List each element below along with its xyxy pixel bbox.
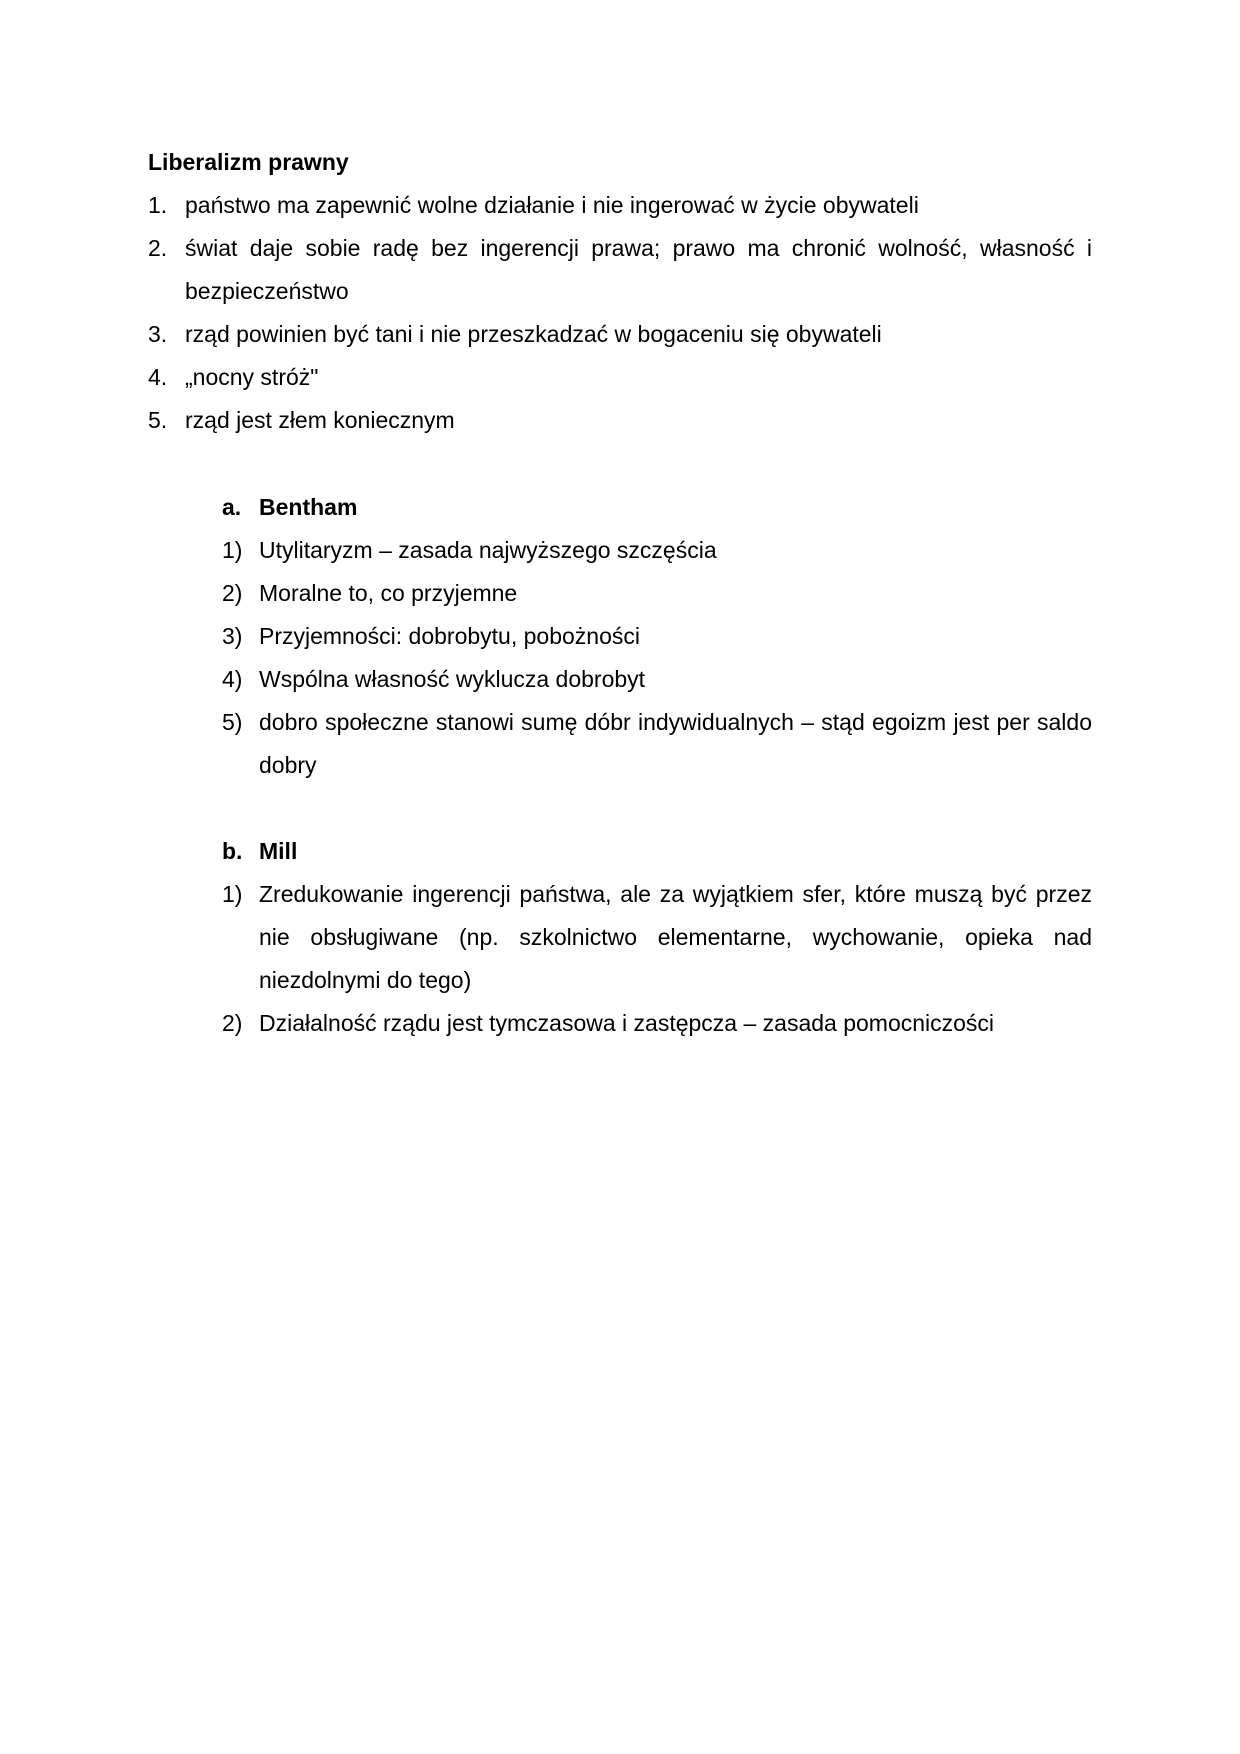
list-item: [222, 873, 1092, 1002]
section-heading-bentham: [222, 486, 357, 529]
list-item-text: Moralne to, co przyjemne: [259, 580, 518, 606]
list-item: [222, 572, 1092, 615]
list-item-text: rząd powinien być tani i nie przeszkadzać w bogaceniu się obywateli: [185, 321, 882, 347]
list-item-number: 2): [222, 580, 243, 606]
section-letter: b.: [222, 838, 243, 864]
section-heading-text: Mill: [259, 838, 298, 864]
list-item: [222, 615, 1092, 658]
list-item: [222, 1002, 1092, 1045]
list-item-number: 1): [222, 537, 243, 563]
list-item: [148, 356, 1092, 399]
list-item-number: 3): [222, 623, 243, 649]
list-item-number: 4.: [148, 364, 168, 390]
list-item-number: 1.: [148, 192, 168, 218]
list-item-number: 1): [222, 881, 243, 907]
list-item-text: Przyjemności: dobrobytu, pobożności: [259, 623, 640, 649]
list-item-text: rząd jest złem koniecznym: [185, 407, 455, 433]
list-item-text: państwo ma zapewnić wolne działanie i nie ingerować w życie obywateli: [185, 192, 919, 218]
list-item: [148, 399, 1092, 442]
list-item-number: 2): [222, 1010, 243, 1036]
list-item-number: 5.: [148, 407, 168, 433]
list-item-text: dobro społeczne stanowi sumę dóbr indywidualnych – stąd egoizm jest per saldo dobry: [259, 709, 1092, 778]
list-item: [148, 184, 1092, 227]
document-title: Liberalizm prawny: [148, 149, 349, 175]
list-item-text: „nocny stróż": [185, 364, 319, 390]
list-item-number: 5): [222, 709, 243, 735]
list-item: [222, 529, 1092, 572]
main-list: [148, 184, 1092, 442]
list-item-number: 3.: [148, 321, 168, 347]
list-item-number: 4): [222, 666, 243, 692]
list-item-text: świat daje sobie radę bez ingerencji prawa; prawo ma chronić wolność, własność i bezpieczeństwo: [185, 235, 1092, 304]
list-item-text: Działalność rządu jest tymczasowa i zastępcza – zasada pomocniczości: [259, 1010, 995, 1036]
list-item: [222, 658, 1092, 701]
mill-list: [222, 873, 1092, 1045]
list-item: [148, 313, 1092, 356]
list-item: [222, 701, 1092, 787]
section-letter: a.: [222, 494, 242, 520]
section-heading-mill: [222, 830, 297, 873]
list-item: [148, 227, 1092, 313]
section-heading-text: Bentham: [259, 494, 358, 520]
bentham-list: [222, 529, 1092, 787]
list-item-text: Zredukowanie ingerencji państwa, ale za wyjątkiem sfer, które muszą być przez nie obsługiwane (np. szkolnictwo elementarne, wychowanie, opieka nad niezdolnymi do tego): [259, 881, 1092, 993]
list-item-number: 2.: [148, 235, 168, 261]
list-item-text: Utylitaryzm – zasada najwyższego szczęścia: [259, 537, 717, 563]
list-item-text: Wspólna własność wyklucza dobrobyt: [259, 666, 646, 692]
